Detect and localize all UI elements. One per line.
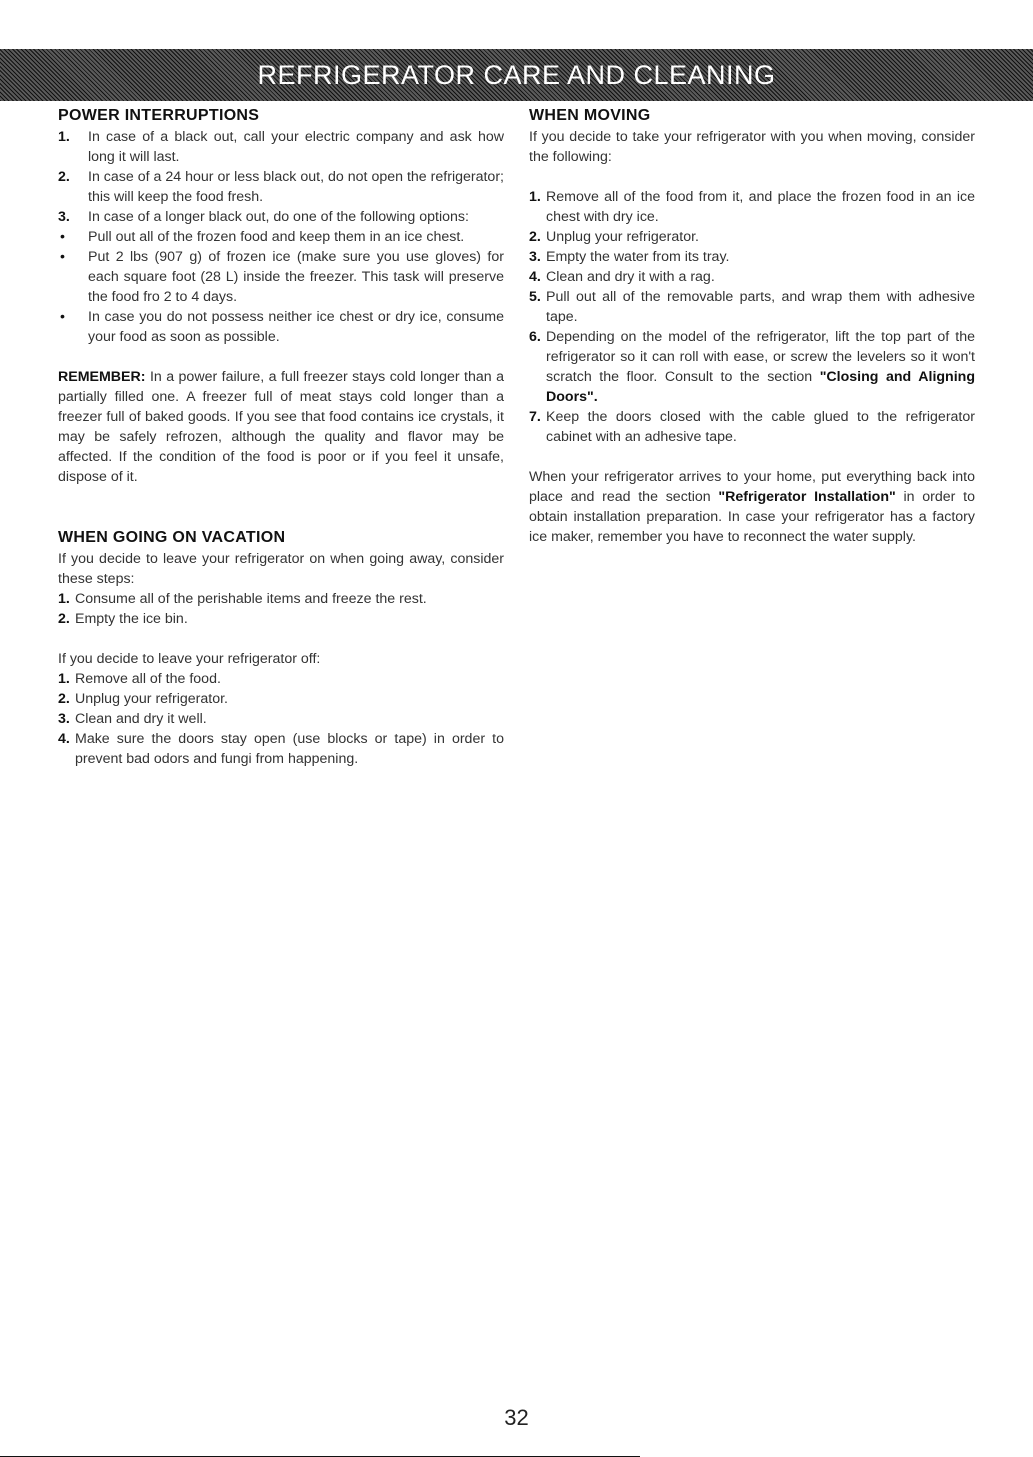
list-number: 1. bbox=[58, 129, 70, 145]
list-number: 6. bbox=[529, 329, 541, 345]
section-banner bbox=[0, 49, 1033, 101]
list-number: 4. bbox=[529, 269, 541, 285]
list-text: Depending on the model of the refrigerator, lift the top part of the refrigerator so it can roll with ease, or screw the levelers so it won't scratch the floor. Consult to the section bbox=[546, 329, 975, 385]
bullet-icon: • bbox=[60, 309, 65, 325]
bullet-text: Pull out all of the frozen food and keep them in an ice chest. bbox=[88, 229, 465, 245]
list-item bbox=[58, 589, 504, 609]
list-text: Empty the water from its tray. bbox=[546, 249, 730, 265]
list-number: 2. bbox=[58, 691, 70, 707]
list-number: 2. bbox=[58, 169, 70, 185]
list-number: 2. bbox=[529, 229, 541, 245]
power-interruptions-heading: POWER INTERRUPTIONS bbox=[58, 107, 260, 124]
list-text: Remove all of the food. bbox=[75, 671, 221, 687]
page-title: REFRIGERATOR CARE AND CLEANING bbox=[257, 59, 776, 90]
list-item bbox=[529, 287, 975, 327]
list-item bbox=[58, 167, 504, 207]
list-item bbox=[58, 709, 504, 729]
remember-paragraph bbox=[58, 367, 504, 487]
list-item bbox=[529, 327, 975, 407]
list-text: Unplug your refrigerator. bbox=[546, 229, 699, 245]
list-item bbox=[58, 207, 504, 227]
list-number: 1. bbox=[529, 189, 541, 205]
list-item bbox=[58, 669, 504, 689]
list-text: Keep the doors closed with the cable glued to the refrigerator cabinet with an adhesive tape. bbox=[546, 409, 975, 445]
closing-text: in order to obtain installation preparation. In case your refrigerator has a factory ice maker, remember you have to reconnect the water supply. bbox=[529, 489, 975, 545]
list-text: Make sure the doors stay open (use blocks or tape) in order to prevent bad odors and fungi from happening. bbox=[75, 731, 504, 767]
list-number: 2. bbox=[58, 611, 70, 627]
when-moving-heading: WHEN MOVING bbox=[529, 107, 651, 124]
remember-label: REMEMBER: bbox=[58, 369, 146, 385]
section-reference: "Closing and Aligning Doors". bbox=[546, 369, 975, 405]
list-text: Clean and dry it with a rag. bbox=[546, 269, 715, 285]
list-text: Consume all of the perishable items and freeze the rest. bbox=[75, 591, 427, 607]
list-item bbox=[529, 247, 975, 267]
bullet-icon: • bbox=[60, 249, 65, 265]
bullet-item bbox=[58, 247, 504, 307]
list-number: 3. bbox=[529, 249, 541, 265]
section-reference: "Refrigerator Installation" bbox=[718, 489, 896, 505]
list-number: 7. bbox=[529, 409, 541, 425]
list-item bbox=[529, 407, 975, 447]
list-text: Pull out all of the removable parts, and wrap them with adhesive tape. bbox=[546, 289, 975, 325]
list-number: 5. bbox=[529, 289, 541, 305]
page-number: 32 bbox=[504, 1405, 529, 1430]
list-number: 1. bbox=[58, 671, 70, 687]
list-item bbox=[529, 187, 975, 227]
bullet-text: In case you do not possess neither ice chest or dry ice, consume your food as soon as possible. bbox=[88, 309, 504, 345]
list-item bbox=[529, 267, 975, 287]
list-text: Empty the ice bin. bbox=[75, 611, 188, 627]
list-item bbox=[58, 689, 504, 709]
bullet-text: Put 2 lbs (907 g) of frozen ice (make sure you use gloves) for each square foot (28 L) inside the freezer. This task will preserve the food fro 2 to 4 days. bbox=[88, 249, 504, 305]
list-item bbox=[58, 127, 504, 167]
remember-text: In a power failure, a full freezer stays cold longer than a partially filled one. A freezer full of meat stays cold longer than a freezer full of baked goods. If you see that food contains ice crystals, it may be safely refrozen, although the quality and flavor may be affected. If the condition of the food is poor or if you feel it unsafe, dispose of it. bbox=[58, 369, 504, 485]
right-column bbox=[529, 105, 975, 547]
list-number: 4. bbox=[58, 731, 70, 747]
list-item bbox=[58, 609, 504, 629]
list-number: 3. bbox=[58, 209, 70, 225]
bullet-item bbox=[58, 307, 504, 347]
list-text: Remove all of the food from it, and place the frozen food in an ice chest with dry ice. bbox=[546, 189, 975, 225]
left-column bbox=[58, 105, 504, 769]
bullet-icon: • bbox=[60, 229, 65, 245]
closing-text: When your refrigerator arrives to your home, put everything back into place and read the section bbox=[529, 469, 975, 505]
list-text: Unplug your refrigerator. bbox=[75, 691, 228, 707]
vacation-heading: WHEN GOING ON VACATION bbox=[58, 529, 286, 546]
list-text: In case of a 24 hour or less black out, do not open the refrigerator; this will keep the food fresh. bbox=[88, 169, 504, 205]
vacation-intro: If you decide to leave your refrigerator on when going away, consider these steps: bbox=[58, 551, 504, 587]
list-text: In case of a longer black out, do one of the following options: bbox=[88, 209, 469, 225]
list-text: Clean and dry it well. bbox=[75, 711, 207, 727]
list-item bbox=[58, 729, 504, 769]
list-number: 1. bbox=[58, 591, 70, 607]
moving-closing-paragraph bbox=[529, 467, 975, 547]
moving-intro: If you decide to take your refrigerator with you when moving, consider the following: bbox=[529, 129, 975, 165]
vacation-off-intro: If you decide to leave your refrigerator off: bbox=[58, 651, 321, 667]
list-number: 3. bbox=[58, 711, 70, 727]
list-text: In case of a black out, call your electric company and ask how long it will last. bbox=[88, 129, 504, 165]
list-item bbox=[529, 227, 975, 247]
bullet-item bbox=[58, 227, 504, 247]
